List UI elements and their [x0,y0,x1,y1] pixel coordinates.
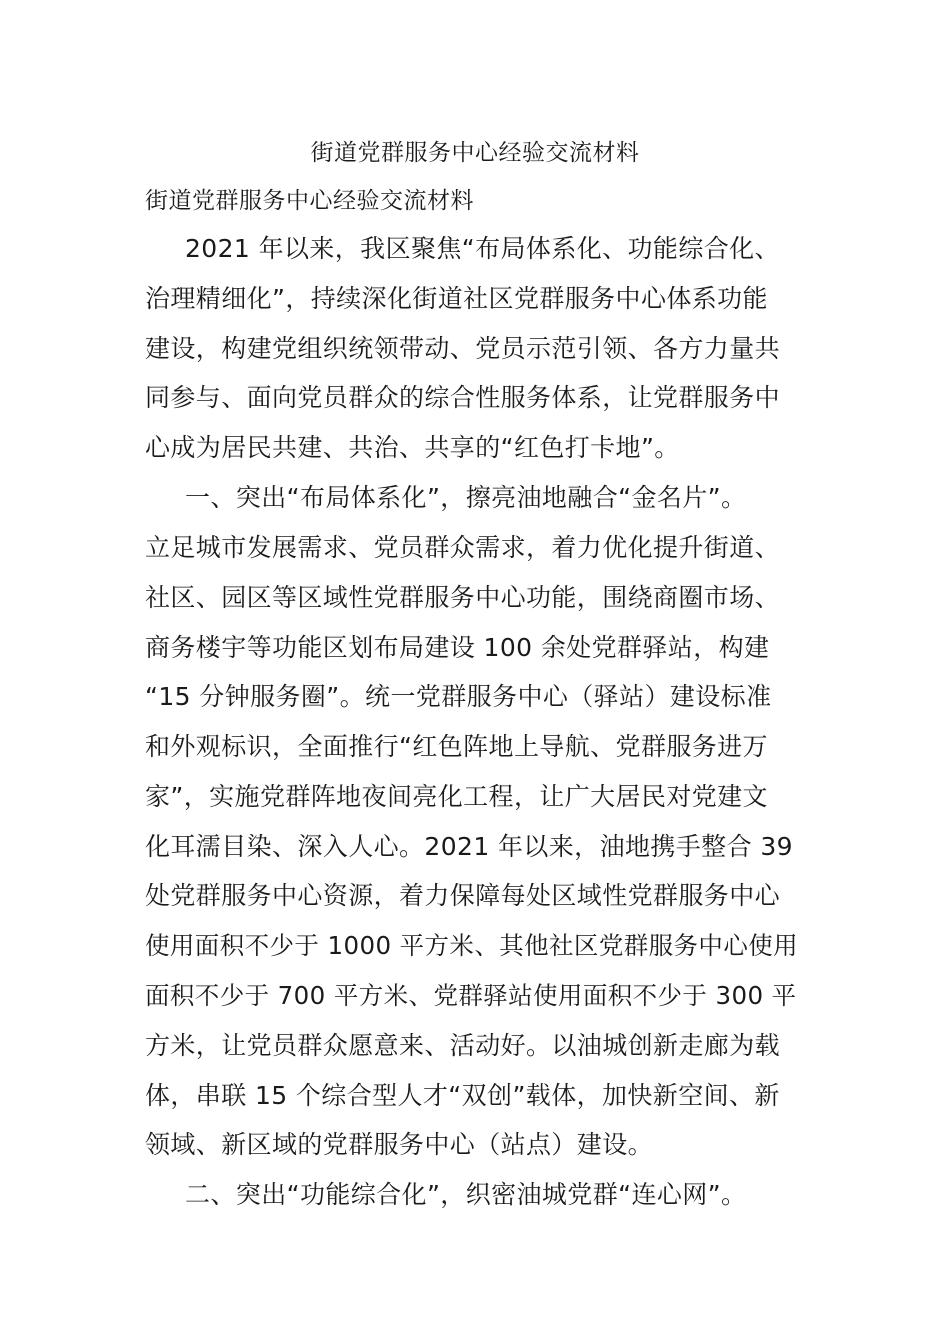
paragraph-2-line-6: 和外观标识，全面推行“红色阵地上导航、党群服务进万 [145,732,768,761]
paragraph-1-line-2: 治理精细化”，持续深化街道社区党群服务中心体系功能 [145,284,768,313]
paragraph-2-line-8: 化耳濡目染、深入人心。2021 年以来，油地携手整合 39 [145,832,793,861]
paragraph-3-line-1: 二、突出“功能综合化”，织密油城党群“连心网”。 [185,1180,747,1209]
paragraph-2-line-5: “15 分钟服务圈”。统一党群服务中心（驿站）建设标准 [145,682,772,711]
paragraph-2-line-7: 家”，实施党群阵地夜间亮化工程，让广大居民对党建文 [145,782,768,811]
paragraph-2-line-4: 商务楼宇等功能区划布局建设 100 余处党群驿站，构建 [145,633,770,662]
paragraph-2-line-9: 处党群服务中心资源，着力保障每处区域性党群服务中心 [145,881,781,910]
paragraph-2-line-13: 体，串联 15 个综合型人才“双创”载体，加快新空间、新 [145,1081,780,1110]
paragraph-2-line-2: 立足城市发展需求、党员群众需求，着力优化提升街道、 [145,533,781,562]
paragraph-2-line-10: 使用面积不少于 1000 平方米、其他社区党群服务中心使用 [145,931,799,960]
paragraph-1-line-5: 心成为居民共建、共治、共享的“红色打卡地”。 [145,433,680,462]
paragraph-1-line-4: 同参与、面向党员群众的综合性服务体系，让党群服务中 [145,383,781,412]
paragraph-2-line-3: 社区、园区等区域性党群服务中心功能，围绕商圈市场、 [145,583,781,612]
paragraph-2-line-1: 一、突出“布局体系化”，擦亮油地融合“金名片”。 [185,483,747,512]
paragraph-2-line-14: 领域、新区域的党群服务中心（站点）建设。 [145,1130,654,1159]
document-subtitle: 街道党群服务中心经验交流材料 [145,188,474,214]
document-title: 街道党群服务中心经验交流材料 [310,140,640,166]
paragraph-1-line-3: 建设，构建党组织统领带动、党员示范引领、各方力量共 [145,334,781,363]
paragraph-1-line-1: 2021 年以来，我区聚焦“布局体系化、功能综合化、 [185,234,780,263]
paragraph-2-line-12: 方米，让党员群众愿意来、活动好。以油城创新走廊为载 [145,1031,781,1060]
paragraph-2-line-11: 面积不少于 700 平方米、党群驿站使用面积不少于 300 平 [145,981,797,1010]
